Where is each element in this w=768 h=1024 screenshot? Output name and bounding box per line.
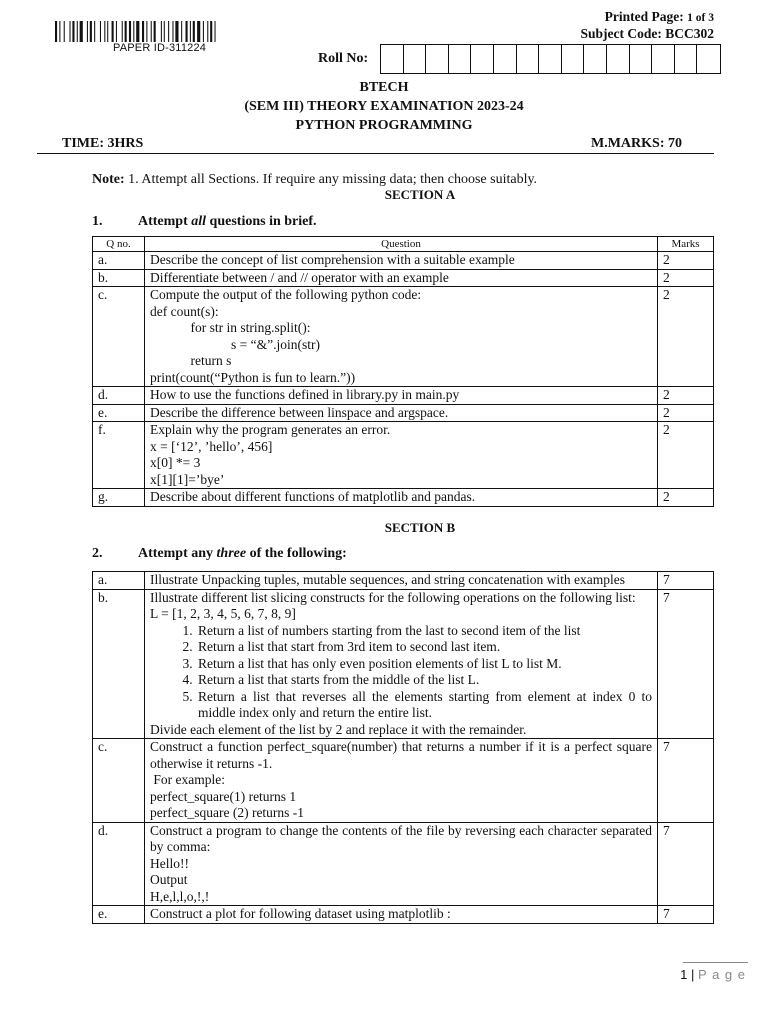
section-a-table bbox=[92, 236, 714, 507]
list-item: 1. Return a list of numbers starting from the last to second item of the list bbox=[196, 623, 652, 640]
list-item: 3. Return a list that has only even position elements of list L to list M. bbox=[196, 656, 652, 673]
roll-no-boxes[interactable] bbox=[380, 44, 721, 74]
page-number: 1 bbox=[680, 967, 688, 982]
question-cell bbox=[145, 739, 658, 823]
marks-value: 7 bbox=[658, 822, 714, 906]
question-text: Compute the output of the following python code: bbox=[150, 287, 422, 302]
roll-no-box[interactable] bbox=[471, 45, 494, 73]
roll-no-box[interactable] bbox=[517, 45, 540, 73]
roll-no-box[interactable] bbox=[697, 45, 720, 73]
question-label: f. bbox=[93, 422, 145, 489]
marks-value: 7 bbox=[658, 739, 714, 823]
table-row bbox=[93, 489, 714, 507]
question-label: a. bbox=[93, 572, 145, 590]
marks-value: 2 bbox=[658, 287, 714, 387]
question-text: Describe the difference between linspace and argspace. bbox=[150, 404, 449, 420]
code-block: def count(s): for str in string.split(): s = “&”.join(str) return s print(count(“Python is fun to learn.”)) bbox=[150, 303, 356, 385]
question-text: Construct a plot for following dataset using matplotlib : bbox=[150, 906, 451, 921]
code-block: Hello!! Output H,e,l,l,o,!,! bbox=[150, 855, 210, 904]
exam-time: TIME: 3HRS bbox=[62, 136, 144, 151]
course-title: PYTHON PROGRAMMING bbox=[295, 118, 473, 133]
barcode bbox=[55, 21, 278, 42]
table-row bbox=[93, 422, 714, 489]
table-row bbox=[93, 387, 714, 405]
question-cell bbox=[145, 387, 658, 405]
question-label: g. bbox=[93, 489, 145, 507]
sub-question-list bbox=[150, 623, 652, 722]
list-item: 4. Return a list that starts from the middle of the list L. bbox=[196, 672, 652, 689]
marks-value: 2 bbox=[658, 387, 714, 405]
table-header-row bbox=[93, 237, 714, 252]
table-row bbox=[93, 822, 714, 906]
max-marks: M.MARKS: 70 bbox=[591, 136, 682, 151]
question-text: Illustrate different list slicing constructs for the following operations on the following list: bbox=[150, 589, 636, 605]
roll-no-box[interactable] bbox=[381, 45, 404, 73]
question-text: Illustrate Unpacking tuples, mutable sequences, and string concatenation with examples bbox=[150, 572, 625, 587]
question-label: a. bbox=[93, 252, 145, 270]
question-followup: Divide each element of the list by 2 and replace it with the remainder. bbox=[150, 721, 527, 737]
footer-divider bbox=[683, 962, 748, 963]
question-cell bbox=[145, 572, 658, 590]
roll-no-box[interactable] bbox=[630, 45, 653, 73]
subject-code: Subject Code: BCC302 bbox=[580, 26, 714, 41]
printed-page-value: 1 of 3 bbox=[687, 12, 714, 24]
question-cell bbox=[145, 269, 658, 287]
col-qno: Q no. bbox=[93, 237, 145, 252]
section-a-instruction bbox=[92, 214, 317, 230]
note-label: Note: bbox=[92, 172, 125, 187]
question-text: Explain why the program generates an error. bbox=[150, 422, 391, 437]
instruction-text: Attempt bbox=[138, 214, 192, 229]
table-row bbox=[93, 287, 714, 387]
question-label: c. bbox=[93, 739, 145, 823]
roll-no-box[interactable] bbox=[652, 45, 675, 73]
instruction-text: questions in brief. bbox=[206, 214, 317, 229]
header-divider bbox=[37, 153, 714, 154]
marks-value: 2 bbox=[658, 422, 714, 489]
section-b-title: SECTION B bbox=[384, 520, 456, 535]
page-separator: | bbox=[691, 967, 695, 982]
marks-value: 7 bbox=[658, 906, 714, 924]
question-text: Construct a function perfect_square(number) that returns a number if it is a perfect square otherwise it returns -1. bbox=[150, 739, 652, 771]
table-row bbox=[93, 269, 714, 287]
col-marks: Marks bbox=[658, 237, 714, 252]
col-question: Question bbox=[145, 237, 658, 252]
marks-value: 7 bbox=[658, 589, 714, 739]
question-label: c. bbox=[93, 287, 145, 387]
list-item: 2. Return a list that start from 3rd item to second last item. bbox=[196, 639, 652, 656]
code-block: For example: perfect_square(1) returns 1 perfect_square (2) returns -1 bbox=[150, 772, 305, 820]
roll-no-box[interactable] bbox=[675, 45, 698, 73]
question-label: e. bbox=[93, 906, 145, 924]
question-label: b. bbox=[93, 269, 145, 287]
question-cell bbox=[145, 906, 658, 924]
list-definition: L = [1, 2, 3, 4, 5, 6, 7, 8, 9] bbox=[150, 606, 296, 621]
marks-value: 2 bbox=[658, 404, 714, 422]
marks-value: 2 bbox=[658, 489, 714, 507]
code-block: x = [‘12’, ’hello’, 456] x[0] *= 3 x[1][1]=’bye’ bbox=[150, 438, 273, 487]
instruction-text: Attempt any bbox=[138, 546, 217, 561]
section-a-title: SECTION A bbox=[384, 187, 456, 202]
question-number: 2. bbox=[92, 546, 103, 561]
roll-no-box[interactable] bbox=[584, 45, 607, 73]
table-row bbox=[93, 572, 714, 590]
question-label: e. bbox=[93, 404, 145, 422]
instruction-emphasis: three bbox=[216, 546, 247, 561]
paper-id: PAPER ID-311224 bbox=[113, 42, 207, 54]
printed-page-label: Printed Page: bbox=[604, 9, 684, 24]
question-cell bbox=[145, 422, 658, 489]
marks-value: 7 bbox=[658, 572, 714, 590]
roll-no-box[interactable] bbox=[449, 45, 472, 73]
question-cell bbox=[145, 252, 658, 270]
question-number: 1. bbox=[92, 214, 103, 229]
question-cell bbox=[145, 287, 658, 387]
instruction-text: of the following: bbox=[246, 546, 347, 561]
instruction-emphasis: all bbox=[191, 214, 207, 229]
degree-title: BTECH bbox=[359, 80, 409, 95]
roll-no-box[interactable] bbox=[539, 45, 562, 73]
question-text: Describe the concept of list comprehension with a suitable example bbox=[150, 252, 515, 267]
table-row bbox=[93, 906, 714, 924]
roll-no-label: Roll No: bbox=[318, 51, 369, 66]
printed-page-info bbox=[581, 9, 715, 42]
note bbox=[92, 172, 537, 188]
question-label: d. bbox=[93, 822, 145, 906]
question-text: Describe about different functions of matplotlib and pandas. bbox=[150, 489, 476, 504]
question-label: d. bbox=[93, 387, 145, 405]
question-text: Construct a program to change the contents of the file by reversing each character separated by comma: bbox=[150, 822, 652, 854]
question-cell bbox=[145, 589, 658, 739]
page-footer bbox=[680, 967, 746, 982]
question-label: b. bbox=[93, 589, 145, 739]
page-word: P a g e bbox=[698, 967, 746, 982]
roll-no-box[interactable] bbox=[562, 45, 585, 73]
section-b-instruction bbox=[92, 546, 347, 562]
marks-value: 2 bbox=[658, 252, 714, 270]
section-b-table bbox=[92, 571, 714, 924]
table-row bbox=[93, 739, 714, 823]
marks-value: 2 bbox=[658, 269, 714, 287]
note-text: 1. Attempt all Sections. If require any missing data; then choose suitably. bbox=[128, 172, 538, 187]
table-row bbox=[93, 404, 714, 422]
question-text: Differentiate between / and // operator with an example bbox=[150, 269, 449, 285]
question-cell bbox=[145, 822, 658, 906]
roll-no-box[interactable] bbox=[426, 45, 449, 73]
question-text: How to use the functions defined in library.py in main.py bbox=[150, 387, 460, 402]
table-row bbox=[93, 589, 714, 739]
question-cell bbox=[145, 404, 658, 422]
list-item: 5. Return a list that reverses all the elements starting from element at index 0 to middle index only and return the entire list. bbox=[196, 689, 652, 722]
roll-no-box[interactable] bbox=[607, 45, 630, 73]
question-cell bbox=[145, 489, 658, 507]
exam-title: (SEM III) THEORY EXAMINATION 2023-24 bbox=[244, 99, 524, 114]
roll-no-box[interactable] bbox=[494, 45, 517, 73]
table-row bbox=[93, 252, 714, 270]
roll-no-box[interactable] bbox=[404, 45, 427, 73]
